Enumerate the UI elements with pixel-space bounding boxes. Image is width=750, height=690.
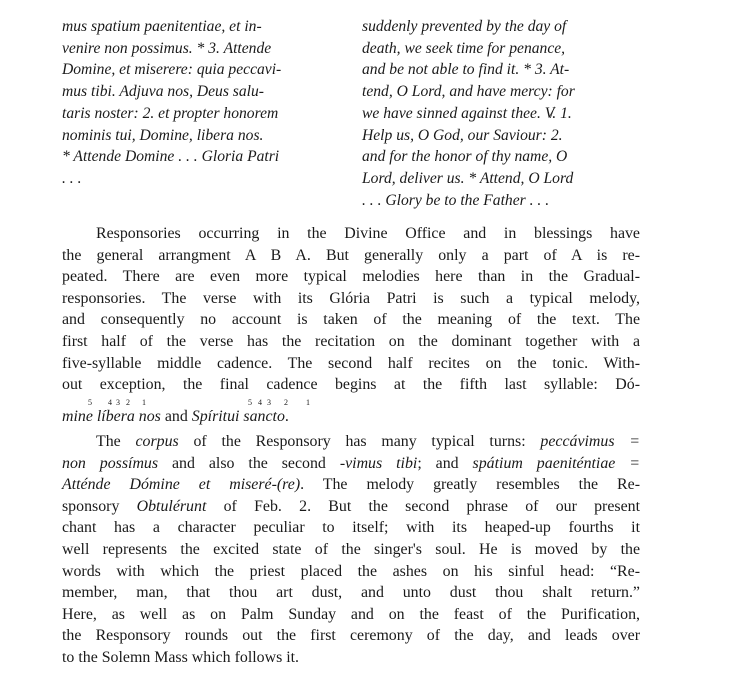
cadence-example-2: Spíritui sancto — [191, 407, 285, 425]
text-run: ; and — [417, 454, 473, 472]
paragraph-line — [62, 431, 640, 453]
english-line: tend, O Lord, and have mercy: for — [362, 83, 575, 101]
latin-line: * Attende Domine . . . Gloria Patri — [62, 148, 280, 166]
english-line: we have sinned against thee. V̸. 1. — [362, 104, 572, 122]
syllable-number: 5 — [88, 397, 92, 407]
paragraph-line: Responsories occurring in the Divine Office and in blessings have — [96, 225, 640, 242]
paragraph-line: first half of the verse has the recitation on the dominant together with a — [62, 332, 640, 350]
text-run: and also the second — [158, 454, 340, 472]
text-run: The — [96, 433, 136, 450]
english-line: . . . Glory be to the Father . . . — [362, 191, 550, 209]
paragraph-line: chant has a character peculiar to itself; with its heaped-up fourths it — [62, 519, 640, 537]
text-run: sponsory — [62, 497, 137, 515]
paragraph-line: the Responsory rounds out the first ceremony of the day, and leads over — [62, 627, 640, 645]
syllable-number: 4 — [258, 397, 262, 407]
cadence-end: . — [284, 407, 289, 425]
italic-term: corpus — [135, 433, 179, 450]
syllable-number: 3 — [116, 397, 120, 407]
syllable-number: 2 — [284, 397, 288, 407]
latin-line: Domine, et miserere: quia peccavi- — [62, 61, 282, 79]
english-line: and be not able to find it. * 3. At- — [362, 61, 570, 79]
paragraph-line: five-syllable middle cadence. The second half recites on the tonic. With- — [62, 354, 640, 372]
paragraph-line — [62, 474, 640, 496]
paragraph-line: words with which the priest placed the ashes on his sinful head: “Re- — [62, 562, 640, 580]
syllable-number: 1 — [142, 397, 146, 407]
latin-line: . . . — [62, 169, 82, 187]
latin-line: mus spatium paenitentiae, et in- — [62, 18, 262, 35]
paragraph-line — [62, 496, 640, 518]
paragraph-line: Here, as well as on Palm Sunday and on the feast of the Purification, — [62, 605, 640, 623]
syllable-number: 5 — [248, 397, 252, 407]
syllable-number: 2 — [126, 397, 130, 407]
latin-text-column — [62, 16, 344, 190]
paragraph-line — [62, 453, 640, 475]
english-line: suddenly prevented by the day of — [362, 18, 567, 35]
paragraph-line: peated. There are even more typical melodies here than in the Gradual- — [62, 268, 640, 286]
syllable-number: 4 — [108, 397, 112, 407]
cadence-conjunction: and — [160, 407, 192, 425]
italic-term: non possímus — [62, 454, 159, 472]
paragraph-corpus — [62, 431, 640, 669]
italic-term: spátium paeniténtiae = — [472, 454, 641, 472]
paragraph-responsories — [62, 223, 640, 427]
syllable-numbers — [62, 398, 640, 408]
italic-term: -vimus tibi — [339, 454, 418, 472]
english-line: Help us, O God, our Saviour: 2. — [362, 126, 563, 144]
paragraph-line: member, man, that thou art dust, and unto dust thou shalt return.” — [62, 584, 640, 602]
paragraph-line: the general arrangment A B A. But generally only a part of A is re- — [62, 246, 640, 264]
paragraph-line: out exception, the final cadence begins at the fifth last syllable: Dó- — [62, 376, 640, 394]
paragraph-line: well represents the excited state of the singer's soul. He is moved by the — [62, 540, 640, 558]
paragraph-line: to the Solemn Mass which follows it. — [62, 648, 300, 666]
text-run: of the Responsory has many typical turns: — [178, 433, 541, 450]
english-line: death, we seek time for penance, — [362, 39, 566, 57]
cadence-example-line — [62, 406, 640, 428]
english-text-column — [362, 16, 644, 211]
italic-term: Obtulérunt — [136, 497, 207, 515]
cadence-example-1: mine líbera nos — [62, 407, 161, 425]
paragraph-line: responsories. The verse with its Glória Patri is such a typical melody, — [62, 289, 640, 307]
italic-term: Atténde Dómine et miseré-(re) — [62, 476, 301, 494]
paragraph-line: and consequently no account is taken of the meaning of the text. The — [62, 311, 640, 329]
syllable-number: 3 — [267, 397, 271, 407]
english-line: and for the honor of thy name, O — [362, 148, 568, 166]
latin-line: taris noster: 2. et propter honorem — [62, 104, 279, 122]
latin-line: venire non possimus. * 3. Attende — [62, 39, 272, 57]
english-line: Lord, deliver us. * Attend, O Lord — [362, 169, 574, 187]
syllable-number: 1 — [306, 397, 310, 407]
latin-line: nominis tui, Domine, libera nos. — [62, 126, 264, 144]
latin-line: mus tibi. Adjuva nos, Deus salu- — [62, 83, 264, 101]
italic-term: peccávimus = — [540, 433, 640, 450]
text-run: of Feb. 2. But the second phrase of our present — [206, 497, 640, 515]
text-run: . The melody greatly resembles the Re- — [300, 476, 640, 494]
